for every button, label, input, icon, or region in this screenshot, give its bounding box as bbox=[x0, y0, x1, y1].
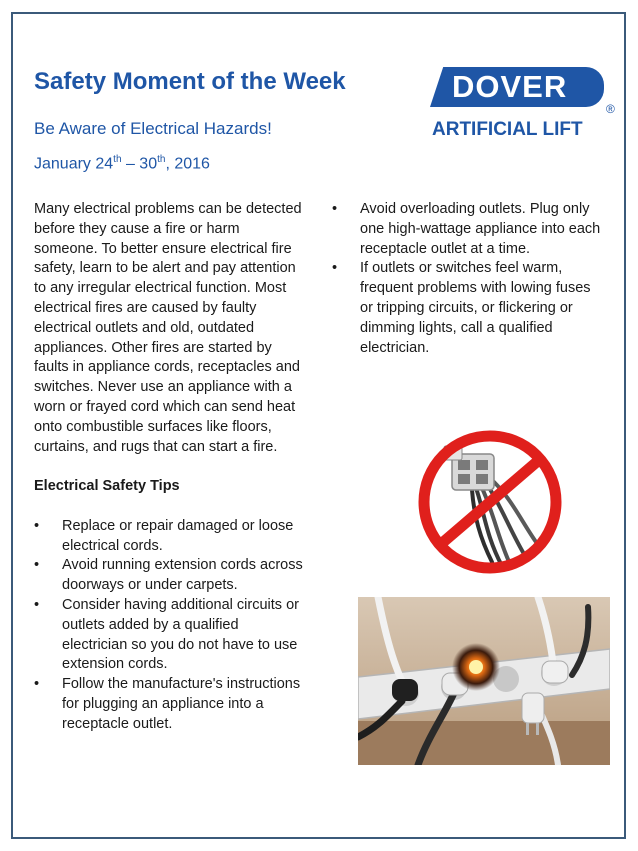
page-subtitle: Be Aware of Electrical Hazards! bbox=[34, 119, 272, 138]
page-title: Safety Moment of the Week bbox=[34, 68, 346, 95]
left-column bbox=[34, 200, 306, 735]
date-start: January 24 bbox=[34, 155, 114, 173]
list-item-text: Avoid running extension cords across doorways or under carpets. bbox=[62, 557, 303, 594]
date-range bbox=[34, 154, 210, 173]
list-item bbox=[34, 517, 306, 557]
right-column bbox=[332, 200, 602, 358]
date-separator: – 30 bbox=[121, 155, 158, 173]
list-item-text: Consider having additional circuits or outlets added by a qualified electrician so you do not have to use extension cords. bbox=[62, 596, 299, 673]
bullet-mark: • bbox=[332, 260, 338, 277]
list-item bbox=[34, 596, 306, 675]
date-start-suffix: th bbox=[113, 154, 122, 165]
logo-subtitle: ARTIFICIAL LIFT bbox=[432, 119, 583, 140]
tips-list-left bbox=[34, 517, 306, 735]
dover-logo bbox=[430, 58, 620, 150]
list-item bbox=[332, 200, 602, 259]
bullet-mark: • bbox=[34, 596, 40, 613]
burnt-power-strip-photo bbox=[358, 597, 610, 765]
list-item bbox=[332, 259, 602, 358]
list-item-text: Follow the manufacture's instructions for plugging an appliance into a receptacle outlet. bbox=[62, 676, 301, 732]
tips-heading: Electrical Safety Tips bbox=[34, 478, 180, 495]
fire-spark-icon bbox=[452, 643, 500, 691]
tips-list-right bbox=[332, 200, 602, 358]
bullet-mark: • bbox=[332, 201, 338, 217]
list-item bbox=[34, 675, 306, 734]
list-item-text: Replace or repair damaged or loose electrical cords. bbox=[62, 517, 294, 554]
bullet-mark: • bbox=[34, 517, 40, 534]
registered-mark: ® bbox=[606, 102, 615, 116]
bullet-mark: • bbox=[34, 676, 40, 693]
list-item-text: Avoid overloading outlets. Plug only one high-wattage appliance into each receptacle outlet at a time. bbox=[360, 201, 601, 257]
list-item-text: If outlets or switches feel warm, frequent problems with lowing fuses or tripping circuits, or flickering or dimming lights, call a qualified electrician. bbox=[360, 260, 591, 356]
bullet-mark: • bbox=[34, 557, 40, 574]
floor-background bbox=[358, 721, 610, 765]
no-overload-plug-illustration bbox=[414, 426, 566, 578]
list-item bbox=[34, 556, 306, 596]
date-end-suffix: th bbox=[157, 154, 166, 165]
intro-paragraph: Many electrical problems can be detected before they cause a fire or harm someone. To better ensure electrical fire safety, learn to be alert and pay attention to any irregular electrical function. Most electrical fires are caused by faulty electrical outlets and old, outdated appliances. Other fires are started by faults in appliance cords, receptacles and switches. Never use an appliance with a worn or frayed cord which can send heat onto combustible surfaces like floors, curtains, and rugs that can start a fire. bbox=[34, 201, 302, 455]
date-year: , 2016 bbox=[165, 155, 210, 173]
logo-wordmark: DOVER bbox=[452, 69, 568, 104]
